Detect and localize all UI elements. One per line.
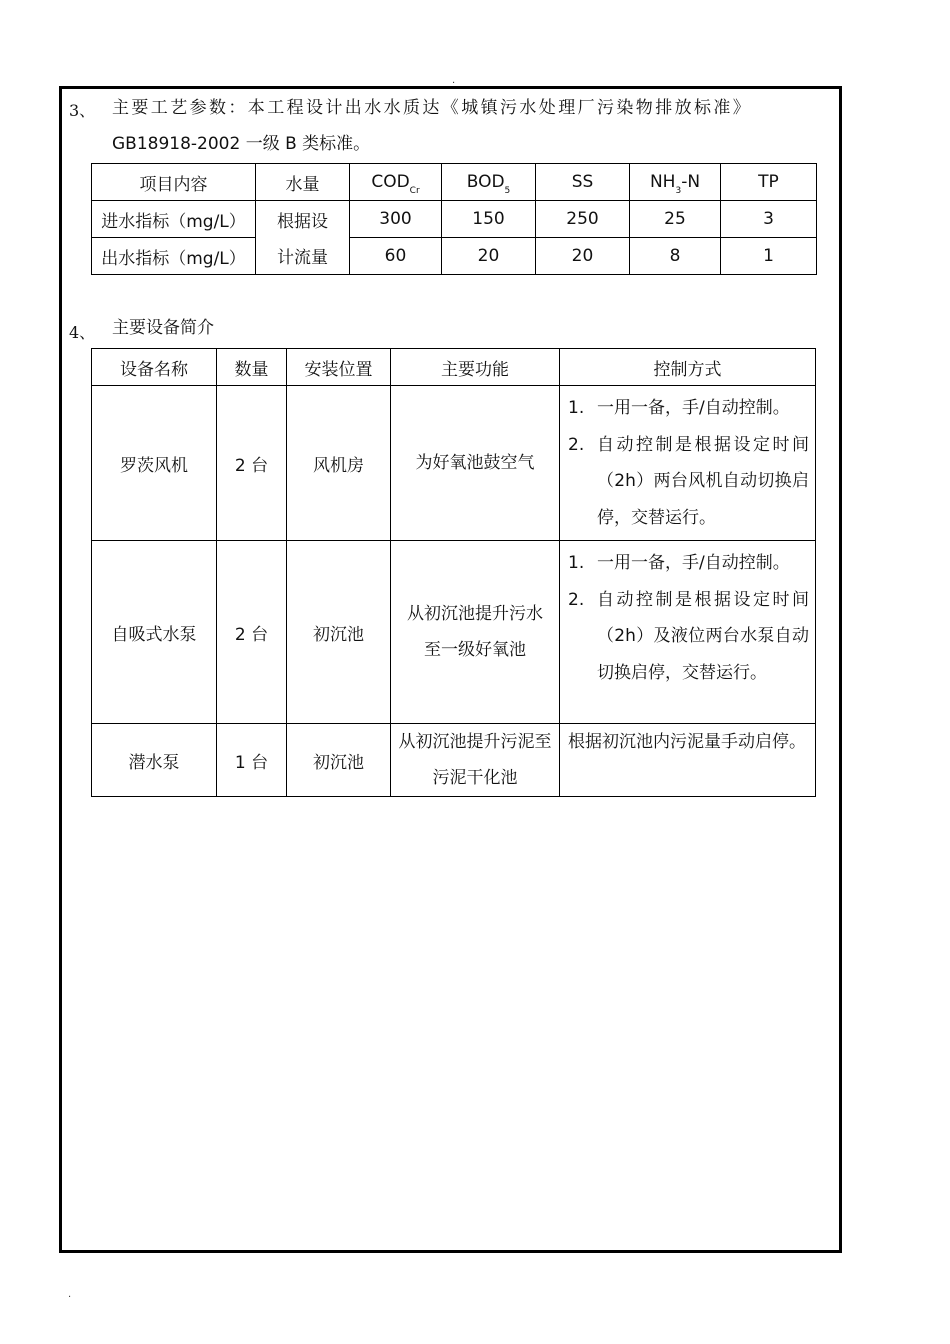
cod-cell: 60	[350, 238, 442, 275]
table-row	[92, 724, 816, 797]
list-number: 1.	[568, 398, 585, 418]
bod-label: BOD	[466, 172, 505, 192]
equipment-qty: 2 台	[217, 541, 287, 724]
equipment-location: 初沉池	[287, 541, 391, 724]
header-bod	[442, 164, 536, 201]
list-item	[568, 582, 809, 692]
tp-cell: 3	[721, 201, 817, 238]
equipment-name: 潜水泵	[92, 724, 217, 797]
list-number: 1.	[568, 553, 585, 573]
header-flow: 水量	[256, 164, 350, 201]
equipment-control	[560, 541, 816, 724]
equipment-qty: 1 台	[217, 724, 287, 797]
list-text: 一用一备，手/自动控制。	[597, 553, 790, 573]
nh-label: NH	[649, 172, 676, 192]
flow-cell: 计流量	[256, 238, 350, 275]
table-header-row	[92, 164, 817, 201]
header-cod	[350, 164, 442, 201]
list-text: 自动控制是根据设定时间（2h）两台风机自动切换启停，交替运行。	[597, 434, 809, 528]
equipment-control	[560, 386, 816, 541]
header-function: 主要功能	[391, 349, 560, 386]
bottom-dot: .	[68, 1289, 72, 1300]
list-text: 自动控制是根据设定时间（2h）及液位两台水泵自动切换启停，交替运行。	[597, 589, 809, 683]
nh-subscript: 3	[675, 186, 682, 196]
nh-cell: 25	[630, 201, 721, 238]
section3-title: 主要工艺参数：本工程设计出水水质达《城镇污水处理厂污染物排放标准》	[112, 98, 753, 118]
tp-cell: 1	[721, 238, 817, 275]
section4-number: 4、	[69, 323, 96, 342]
header-qty: 数量	[217, 349, 287, 386]
header-control: 控制方式	[560, 349, 816, 386]
cod-cell: 300	[350, 201, 442, 238]
header-ss: SS	[536, 164, 630, 201]
header-name: 设备名称	[92, 349, 217, 386]
table-row	[92, 386, 816, 541]
water-quality-table	[91, 163, 817, 275]
section3-standard: GB18918-2002 一级 B 类标准。	[112, 134, 371, 154]
header-tp: TP	[721, 164, 817, 201]
list-number: 2.	[568, 434, 585, 455]
bod-subscript: 5	[504, 186, 511, 196]
list-item	[568, 545, 809, 582]
top-dot: .	[452, 75, 456, 86]
cod-subscript: Cr	[409, 186, 420, 196]
table-row	[92, 541, 816, 724]
table-row	[92, 201, 817, 238]
header-location: 安装位置	[287, 349, 391, 386]
bod-cell: 20	[442, 238, 536, 275]
ss-cell: 250	[536, 201, 630, 238]
section4-title: 主要设备简介	[112, 318, 214, 338]
equipment-function: 为好氧池鼓空气	[391, 386, 560, 541]
list-item	[568, 390, 809, 427]
table-row	[92, 238, 817, 275]
row-label: 进水指标（mg/L）	[92, 201, 256, 238]
list-number: 2.	[568, 589, 585, 610]
equipment-name: 自吸式水泵	[92, 541, 217, 724]
equipment-qty: 2 台	[217, 386, 287, 541]
ss-cell: 20	[536, 238, 630, 275]
equipment-control: 根据初沉池内污泥量手动启停。	[560, 724, 816, 797]
equipment-function: 从初沉池提升污水至一级好氧池	[391, 541, 560, 724]
equipment-location: 风机房	[287, 386, 391, 541]
list-item	[568, 427, 809, 537]
table-header-row	[92, 349, 816, 386]
nh-cell: 8	[630, 238, 721, 275]
equipment-table	[91, 348, 816, 797]
row-label: 出水指标（mg/L）	[92, 238, 256, 275]
equipment-location: 初沉池	[287, 724, 391, 797]
header-nh3n	[630, 164, 721, 201]
n-label: -N	[681, 172, 701, 192]
bod-cell: 150	[442, 201, 536, 238]
equipment-name: 罗茨风机	[92, 386, 217, 541]
equipment-function: 从初沉池提升污泥至污泥干化池	[391, 724, 560, 797]
section3-number: 3、	[69, 101, 96, 120]
cod-label: COD	[371, 172, 410, 192]
flow-cell: 根据设	[256, 201, 350, 238]
list-text: 一用一备，手/自动控制。	[597, 398, 790, 418]
header-item: 项目内容	[92, 164, 256, 201]
